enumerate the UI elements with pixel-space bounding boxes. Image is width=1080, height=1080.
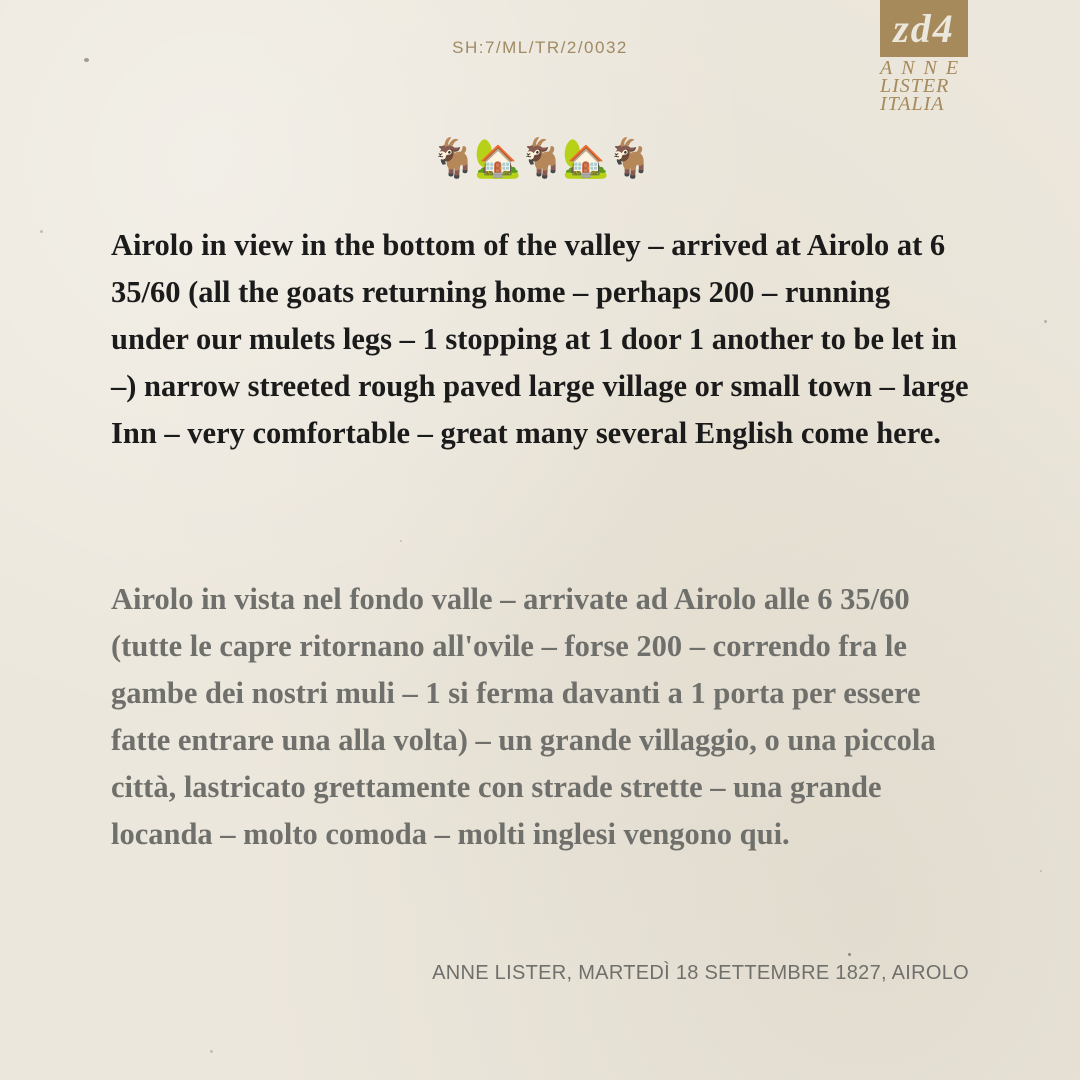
house-with-garden-icon: 🏡 [562, 136, 610, 180]
archive-reference-code: SH:7/ML/TR/2/0032 [452, 38, 628, 57]
emoji-row [0, 136, 1080, 180]
paper-speck [1044, 320, 1047, 323]
goat-icon: 🐐 [606, 136, 654, 180]
paper-speck [400, 540, 402, 542]
logo-line-italia: ITALIA [880, 93, 945, 115]
house-with-garden-icon: 🏡 [474, 136, 522, 180]
paper-speck [40, 230, 43, 233]
logo-line-anne: ANNE [880, 57, 968, 79]
english-diary-text: Airolo in view in the bottom of the valley – arrived at Airolo at 6 35/60 (all the goats returning home – perhaps 200 – running under our mulets legs – 1 stopping at 1 door 1 another to be let in –) narrow streeted rough paved large village or small town – large Inn – very comfortable – great many several English come here. [111, 228, 969, 450]
attribution-line: ANNE LISTER, MARTEDÌ 18 SETTEMBRE 1827, AIROLO [432, 962, 969, 984]
paper-speck [210, 1050, 213, 1053]
paper-speck [848, 953, 851, 956]
italian-translation-text: Airolo in vista nel fondo valle – arrivate ad Airolo alle 6 35/60 (tutte le capre ritornano all'ovile – forse 200 – correndo fra le gambe dei nostri muli – 1 si ferma davanti a 1 porta per essere fatte entrare una alla volta) – un grande villaggio, o una piccola città, lastricato grettamente con strade strette – una grande locanda – molto comoda – molti inglesi vengono qui. [111, 582, 936, 851]
goat-icon: 🐐 [430, 136, 478, 180]
goat-icon: 🐐 [518, 136, 566, 180]
logo-line-lister: LISTER [880, 75, 950, 97]
paper-speck [84, 58, 89, 62]
logo-mark: zd4 [880, 0, 968, 57]
anne-lister-italia-logo [880, 0, 968, 113]
paper-speck [1040, 870, 1042, 872]
